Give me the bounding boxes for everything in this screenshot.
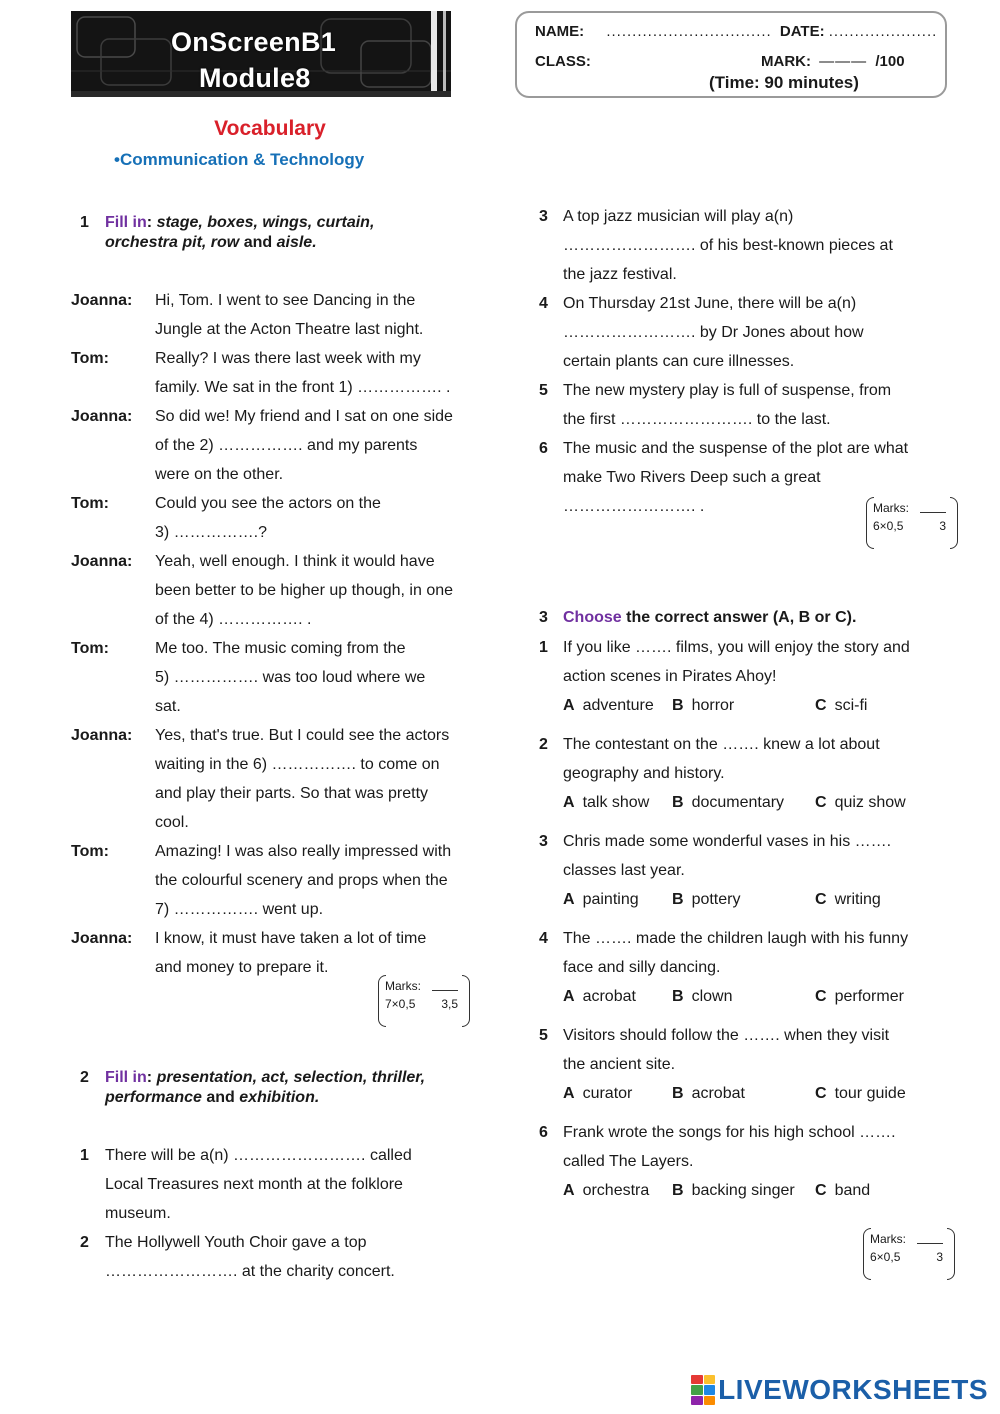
question-line: face and silly dancing. bbox=[563, 959, 721, 976]
marks-calc: 6×0,5 bbox=[870, 1250, 901, 1264]
ex3-instruction bbox=[539, 608, 959, 628]
dialogue-line: Amazing! I was also really impressed with bbox=[155, 843, 452, 860]
answer-option[interactable] bbox=[672, 885, 740, 914]
option-text: adventure bbox=[582, 697, 654, 714]
dialogue-line: I know, it must have taken a lot of time bbox=[155, 930, 427, 947]
ex1-instr-verb: Fill in bbox=[105, 214, 147, 231]
option-letter: A bbox=[563, 794, 575, 811]
dialogue-line: So did we! My friend and I sat on one side bbox=[155, 408, 453, 425]
option-letter: B bbox=[672, 1085, 684, 1102]
answer-option[interactable] bbox=[672, 788, 784, 817]
dialogue-line[interactable]: 3) …………….? bbox=[155, 524, 268, 541]
dialogue-speaker: Tom: bbox=[71, 843, 109, 860]
ex2-number: 2 bbox=[80, 1069, 89, 1086]
option-text: backing singer bbox=[691, 1182, 795, 1199]
ex2-word-list-2: performance bbox=[105, 1089, 202, 1106]
dialogue-line: Me too. The music coming from the bbox=[155, 640, 406, 657]
question-number: 1 bbox=[80, 1147, 89, 1164]
ex2-instruction: 2 Fill in: presentation, act, selection, thriller, performance and exhibition. bbox=[80, 1069, 426, 1106]
option-letter: C bbox=[815, 697, 827, 714]
question-line: museum. bbox=[105, 1205, 171, 1222]
option-text: tour guide bbox=[834, 1085, 906, 1102]
module-banner bbox=[71, 11, 451, 97]
option-text: documentary bbox=[691, 794, 785, 811]
answer-option[interactable] bbox=[563, 691, 654, 720]
question-line[interactable]: the first ……………………. to the last. bbox=[563, 411, 831, 428]
question-number: 6 bbox=[539, 1124, 548, 1141]
ex1-word-list-2: orchestra pit, row bbox=[105, 234, 240, 251]
question-number: 5 bbox=[539, 382, 548, 399]
dialogue-line: Could you see the actors on the bbox=[155, 495, 381, 512]
option-text: sci-fi bbox=[834, 697, 868, 714]
option-letter: C bbox=[815, 794, 827, 811]
answer-option[interactable] bbox=[563, 1176, 649, 1205]
option-letter: A bbox=[563, 988, 575, 1005]
marks-total: 3 bbox=[936, 1250, 943, 1264]
date-label: DATE: bbox=[779, 23, 825, 40]
marks-label: Marks: bbox=[870, 1232, 906, 1246]
question-number: 4 bbox=[539, 930, 548, 947]
time-limit: (Time: 90 minutes) bbox=[709, 73, 859, 92]
dialogue-line: Yes, that's true. But I could see the actors bbox=[155, 727, 450, 744]
ex3-instr-verb: Choose bbox=[563, 609, 622, 626]
option-text: quiz show bbox=[834, 794, 906, 811]
answer-option[interactable] bbox=[815, 788, 906, 817]
question-number: 3 bbox=[539, 833, 548, 850]
question-number: 3 bbox=[539, 208, 548, 225]
dialogue-speaker: Tom: bbox=[71, 350, 109, 367]
question-number: 2 bbox=[539, 736, 548, 753]
dialogue-speaker: Joanna: bbox=[71, 553, 133, 570]
answer-option[interactable] bbox=[815, 885, 881, 914]
mark-total: /100 bbox=[875, 53, 905, 70]
date-field[interactable]: ..................... bbox=[828, 23, 938, 40]
question-line: classes last year. bbox=[563, 862, 685, 879]
answer-option[interactable] bbox=[815, 982, 904, 1011]
question-number: 6 bbox=[539, 440, 548, 457]
ex2-word-list: presentation, act, selection, thriller, bbox=[156, 1069, 426, 1086]
option-text: performer bbox=[834, 988, 904, 1005]
question-line: The music and the suspense of the plot are what bbox=[563, 440, 909, 457]
answer-option[interactable] bbox=[672, 1079, 745, 1108]
option-letter: C bbox=[815, 988, 827, 1005]
banner-title: OnScreenB1 bbox=[171, 27, 337, 57]
ex1-word-list: stage, boxes, wings, curtain, bbox=[156, 214, 375, 231]
option-letter: C bbox=[815, 891, 827, 908]
question-line: If you like ……. films, you will enjoy the story and bbox=[563, 639, 910, 656]
dialogue-speaker: Tom: bbox=[71, 495, 109, 512]
dialogue-speaker: Joanna: bbox=[71, 727, 133, 744]
dialogue-line: and play their parts. So that was pretty bbox=[155, 785, 429, 802]
ex2-marks-box bbox=[866, 497, 958, 549]
option-text: pottery bbox=[691, 891, 741, 908]
answer-option[interactable] bbox=[815, 1176, 870, 1205]
question-line: action scenes in Pirates Ahoy! bbox=[563, 668, 777, 685]
dialogue-line[interactable]: of the 2) ……………. and my parents bbox=[155, 437, 418, 454]
question-number: 1 bbox=[539, 639, 548, 656]
question-line[interactable]: ……………………. . bbox=[563, 498, 705, 515]
question-line: The Hollywell Youth Choir gave a top bbox=[105, 1234, 367, 1251]
brand-name: LIVEWORKSHEETS bbox=[718, 1374, 988, 1405]
question-line: geography and history. bbox=[563, 765, 725, 782]
question-line: The contestant on the ……. knew a lot about bbox=[563, 736, 880, 753]
dialogue-line: Hi, Tom. I went to see Dancing in the bbox=[155, 292, 416, 309]
option-letter: B bbox=[672, 1182, 684, 1199]
marks-blank[interactable] bbox=[920, 512, 946, 513]
answer-option[interactable] bbox=[563, 885, 639, 914]
option-text: painting bbox=[582, 891, 639, 908]
option-text: horror bbox=[691, 697, 735, 714]
question-line: Chris made some wonderful vases in his ……. bbox=[563, 833, 892, 850]
option-text: talk show bbox=[582, 794, 650, 811]
dialogue-line: and money to prepare it. bbox=[155, 959, 329, 976]
dialogue-line: been better to be higher up though, in one bbox=[155, 582, 454, 599]
answer-option[interactable] bbox=[815, 691, 867, 720]
marks-calc: 7×0,5 bbox=[385, 997, 416, 1011]
marks-total: 3 bbox=[939, 519, 946, 533]
question-line[interactable]: ……………………. by Dr Jones about how bbox=[563, 324, 864, 341]
dialogue-speaker: Joanna: bbox=[71, 930, 133, 947]
question-line: Frank wrote the songs for his high school ……. bbox=[563, 1124, 896, 1141]
option-text: acrobat bbox=[582, 988, 636, 1005]
student-info-box bbox=[515, 11, 947, 98]
ex1-number: 1 bbox=[80, 214, 89, 231]
question-line: certain plants can cure illnesses. bbox=[563, 353, 795, 370]
dialogue-line[interactable]: of the 4) ……………. . bbox=[155, 611, 312, 628]
ex3-number: 3 bbox=[539, 609, 548, 626]
ex2-and: and bbox=[206, 1089, 235, 1106]
dialogue-line: were on the other. bbox=[155, 466, 284, 483]
dialogue-line: Jungle at the Acton Theatre last night. bbox=[155, 321, 424, 338]
question-line: A top jazz musician will play a(n) bbox=[563, 208, 794, 225]
option-text: clown bbox=[691, 988, 733, 1005]
answer-option[interactable] bbox=[563, 982, 636, 1011]
question-line: make Two Rivers Deep such a great bbox=[563, 469, 821, 486]
question-line: the jazz festival. bbox=[563, 266, 677, 283]
question-line: the ancient site. bbox=[563, 1056, 676, 1073]
question-line: On Thursday 21st June, there will be a(n) bbox=[563, 295, 857, 312]
dialogue-line: Really? I was there last week with my bbox=[155, 350, 421, 367]
option-letter: B bbox=[672, 891, 684, 908]
answer-option[interactable] bbox=[563, 788, 649, 817]
ex3-instr-rest: the correct answer (A, B or C). bbox=[626, 609, 857, 626]
option-letter: C bbox=[815, 1085, 827, 1102]
question-line: Visitors should follow the ……. when they visit bbox=[563, 1027, 890, 1044]
option-text: curator bbox=[582, 1085, 633, 1102]
option-letter: B bbox=[672, 988, 684, 1005]
dialogue-line: cool. bbox=[155, 814, 189, 831]
mark-label: MARK: bbox=[761, 53, 811, 70]
dialogue-speaker: Joanna: bbox=[71, 408, 133, 425]
section-subtitle: •Communication & Technology bbox=[114, 150, 365, 169]
ex2-instr-verb: Fill in bbox=[105, 1069, 147, 1086]
ex1-marks-box bbox=[378, 975, 470, 1027]
dialogue-line: sat. bbox=[155, 698, 181, 715]
question-number: 5 bbox=[539, 1027, 548, 1044]
option-letter: A bbox=[563, 697, 575, 714]
option-letter: A bbox=[563, 1085, 575, 1102]
dialogue-speaker: Joanna: bbox=[71, 292, 133, 309]
question-line: called The Layers. bbox=[563, 1153, 694, 1170]
option-letter: B bbox=[672, 794, 684, 811]
question-line[interactable]: ……………………. of his best-known pieces at bbox=[563, 237, 893, 254]
marks-label: Marks: bbox=[385, 979, 421, 993]
marks-blank[interactable] bbox=[917, 1243, 943, 1244]
marks-calc: 6×0,5 bbox=[873, 519, 904, 533]
option-text: acrobat bbox=[691, 1085, 745, 1102]
question-line[interactable]: There will be a(n) ……………………. called bbox=[105, 1147, 412, 1164]
dialogue-line[interactable]: 5) ……………. was too loud where we bbox=[155, 669, 426, 686]
name-label: NAME: bbox=[535, 23, 585, 40]
option-text: orchestra bbox=[582, 1182, 650, 1199]
dialogue-speaker: Tom: bbox=[71, 640, 109, 657]
option-letter: C bbox=[815, 1182, 827, 1199]
banner-module: Module8 bbox=[199, 63, 311, 93]
marks-blank[interactable] bbox=[432, 990, 458, 991]
answer-option[interactable] bbox=[672, 1176, 795, 1205]
question-number: 4 bbox=[539, 295, 548, 312]
marks-label: Marks: bbox=[873, 501, 909, 515]
question-line: The new mystery play is full of suspense, from bbox=[563, 382, 892, 399]
dialogue-line[interactable]: waiting in the 6) ……………. to come on bbox=[155, 756, 440, 773]
name-field[interactable]: ................................ bbox=[606, 23, 772, 40]
question-line: Local Treasures next month at the folklore bbox=[105, 1176, 403, 1193]
answer-option[interactable] bbox=[672, 691, 734, 720]
marks-total: 3,5 bbox=[441, 997, 458, 1011]
ex1-word-list-3: aisle. bbox=[276, 234, 317, 251]
option-text: writing bbox=[834, 891, 881, 908]
ex1-instruction: 1 Fill in: stage, boxes, wings, curtain, orchestra pit, row and aisle. bbox=[80, 214, 375, 251]
answer-option[interactable] bbox=[672, 982, 732, 1011]
dialogue-line: the colourful scenery and props when the bbox=[155, 872, 448, 889]
section-title: Vocabulary bbox=[214, 117, 326, 140]
liveworksheets-logo-icon bbox=[691, 1375, 715, 1405]
ex3-marks-box bbox=[863, 1228, 955, 1280]
answer-option[interactable] bbox=[563, 1079, 632, 1108]
question-line[interactable]: ……………………. at the charity concert. bbox=[105, 1263, 395, 1280]
mark-field[interactable]: ——— bbox=[819, 53, 868, 70]
option-letter: A bbox=[563, 891, 575, 908]
liveworksheets-footer bbox=[691, 1372, 988, 1408]
option-letter: B bbox=[672, 697, 684, 714]
ex1-and: and bbox=[243, 234, 273, 251]
dialogue-line[interactable]: 7) ……………. went up. bbox=[155, 901, 324, 918]
option-letter: A bbox=[563, 1182, 575, 1199]
dialogue-line[interactable]: family. We sat in the front 1) ……………. . bbox=[155, 379, 451, 396]
option-text: band bbox=[834, 1182, 871, 1199]
question-line: The ……. made the children laugh with his funny bbox=[563, 930, 909, 947]
answer-option[interactable] bbox=[815, 1079, 906, 1108]
ex2-word-list-3: exhibition. bbox=[239, 1089, 320, 1106]
dialogue-line: Yeah, well enough. I think it would have bbox=[155, 553, 435, 570]
class-label: CLASS: bbox=[535, 53, 591, 70]
question-number: 2 bbox=[80, 1234, 89, 1251]
